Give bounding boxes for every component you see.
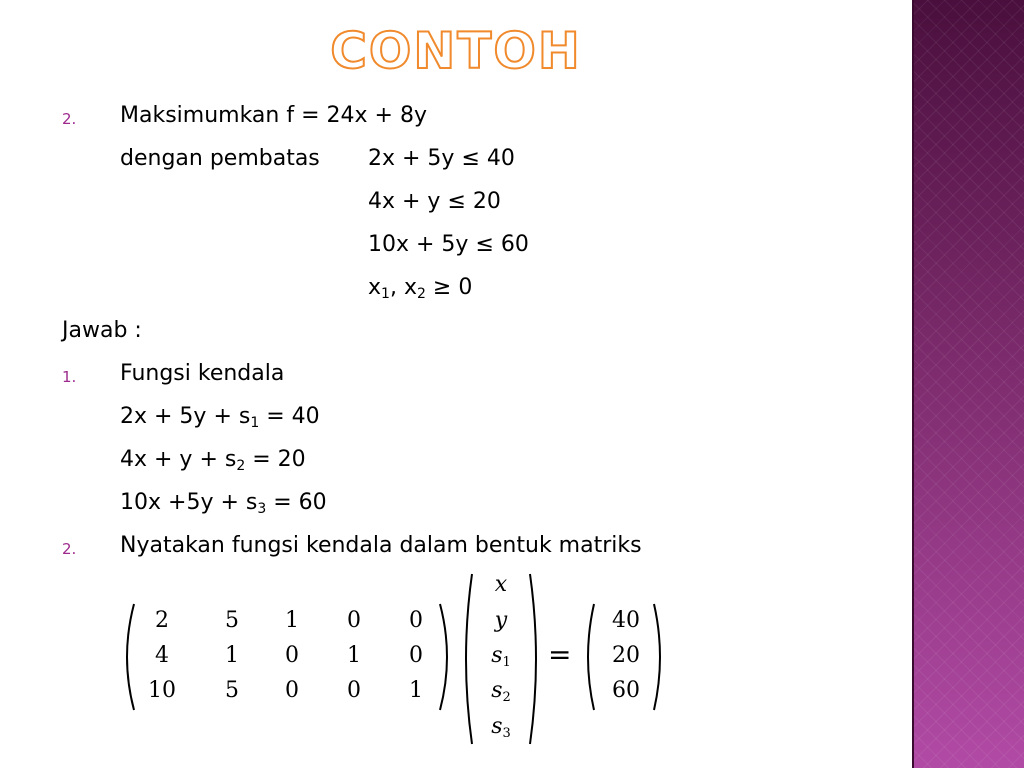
matrix-cell: 1 <box>409 678 423 703</box>
slack-equation-1: $2x + 5y + s_1 = 40$ <box>120 404 320 431</box>
nonnegativity-constraint: $x_1$, $x_2 \ge 0$ <box>368 275 473 302</box>
step1-title: Fungsi kendala <box>120 361 285 386</box>
constraint-label: dengan pembatas <box>120 146 320 171</box>
matrix-cell: 0 <box>285 643 299 668</box>
problem-number: 2. <box>62 110 77 128</box>
matrix-cell: 1 <box>285 608 299 633</box>
variable-vector-entry: $s_2$ <box>491 678 511 705</box>
constraint-3: 10x + 5y ≤ 60 <box>368 232 529 257</box>
slide-title: CONTOH <box>330 22 582 80</box>
matrix-cell: 2 <box>155 608 169 633</box>
matrix-cell: 1 <box>347 643 361 668</box>
matrix-cell: 0 <box>409 608 423 633</box>
matrix-cell: 1 <box>225 643 239 668</box>
matrix-cell: 4 <box>155 643 169 668</box>
rhs-vector-entry: 60 <box>612 678 640 703</box>
variable-vector-entry: y <box>494 608 508 633</box>
constraint-1: 2x + 5y ≤ 40 <box>368 146 515 171</box>
rhs-vector-entry: 40 <box>612 608 640 633</box>
variable-vector-entry: x <box>494 572 508 597</box>
decorative-side-panel <box>912 0 1024 768</box>
step1-number: 1. <box>62 368 77 386</box>
matrix-cell: 0 <box>347 608 361 633</box>
answer-label: Jawab : <box>62 318 142 343</box>
matrix-cell: 0 <box>409 643 423 668</box>
slack-equation-3: $10x +5y + s_3 = 60$ <box>120 490 327 517</box>
step2-title: Nyatakan fungsi kendala dalam bentuk matriks <box>120 533 642 558</box>
objective-function: Maksimumkan f = 24x + 8y <box>120 103 427 128</box>
matrix-cell: 5 <box>225 608 239 633</box>
matrix-cell: 5 <box>225 678 239 703</box>
rhs-vector-entry: 20 <box>612 643 640 668</box>
step2-number: 2. <box>62 540 77 558</box>
matrix-cell: 0 <box>285 678 299 703</box>
equals-sign: = <box>548 638 572 671</box>
matrix-cell: 10 <box>148 678 176 703</box>
matrix-cell: 0 <box>347 678 361 703</box>
constraint-2: 4x + y ≤ 20 <box>368 189 501 214</box>
variable-vector-entry: $s_3$ <box>491 714 511 741</box>
variable-vector-entry: $s_1$ <box>491 643 511 670</box>
slack-equation-2: $4x + y + s_2 = 20$ <box>120 447 306 474</box>
